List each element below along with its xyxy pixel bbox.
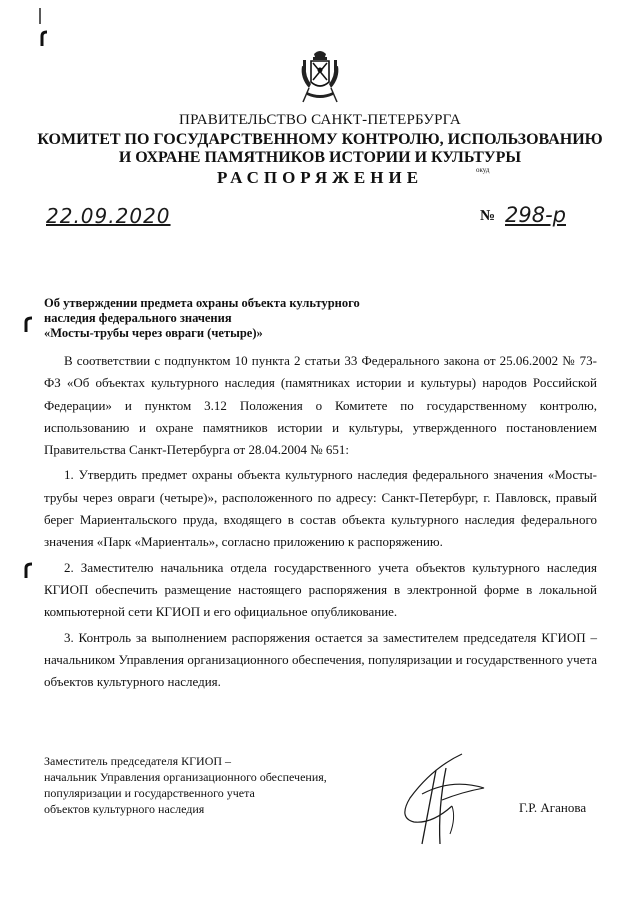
body-paragraph-item-2: 2. Заместителю начальника отдела государственного учета объектов культурного наследия КГИОП обеспечить размещение настоящего распоряжения в электронной форме в локальной компьютерной сети КГИОП и его официальное опубликование. — [44, 559, 597, 620]
subject-line1: Об утверждении предмета охраны объекта культурного — [44, 296, 360, 310]
government-name: ПРАВИТЕЛЬСТВО САНКТ-ПЕТЕРБУРГА — [179, 112, 461, 128]
signatory-name: Г.Р. Аганова — [519, 800, 587, 815]
binder-mark-middle — [22, 314, 38, 334]
document-type: РАСПОРЯЖЕНИЕ — [216, 168, 424, 187]
signatory-title-line2: начальник Управления организационного обеспечения, — [44, 770, 327, 784]
binder-mark-lower — [22, 560, 38, 580]
body-paragraph-item-3: 3. Контроль за выполнением распоряжения остается за заместителем председателя КГИОП – начальником Управления организационного обеспечения, популяризации и государственного учета объектов культурного наследия. — [44, 629, 597, 690]
binder-mark-top — [34, 6, 54, 50]
committee-name-line1: КОМИТЕТ ПО ГОСУДАРСТВЕННОМУ КОНТРОЛЮ, ИСПОЛЬЗОВАНИЮ — [37, 131, 603, 148]
okud-label: окуд — [476, 166, 490, 174]
number-label: № — [480, 208, 496, 224]
committee-name-line2: И ОХРАНЕ ПАМЯТНИКОВ ИСТОРИИ И КУЛЬТУРЫ — [118, 149, 522, 166]
document-body — [44, 350, 597, 696]
handwritten-signature — [392, 748, 502, 848]
subject-line2: наследия федерального значения — [44, 311, 232, 325]
body-paragraph-preamble: В соответствии с подпунктом 10 пункта 2 статьи 33 Федерального закона от 25.06.2002 № 73-ФЗ «Об объектах культурного наследия (памятниках истории и культуры) народов Российской Федерации» и пунктом 3.12 Положения о Комитете по государственному контролю, использованию и охране памятников истории и культуры, утвержденного постановлением Правительства Санкт-Петербурга от 28.04.2004 № 651: — [44, 353, 597, 458]
committee-name — [0, 131, 640, 167]
signatory-title-line4: объектов культурного наследия — [44, 802, 205, 816]
subject-line3: «Мосты-трубы через овраги (четыре)» — [44, 326, 263, 340]
document-number: 298-р — [505, 203, 566, 227]
signatory-title — [44, 753, 327, 817]
document-date: 22.09.2020 — [46, 204, 171, 228]
signatory-title-line3: популяризации и государственного учета — [44, 786, 255, 800]
body-paragraph-item-1: 1. Утвердить предмет охраны объекта культурного наследия федерального значения «Мосты-трубы через овраги (четыре)», расположенного по адресу: Санкт-Петербург, г. Павловск, правый берег Мариентальского пруда, входящего в состав объекта культурного наследия федерального значения «Парк «Мариенталь», согласно приложению к распоряжению. — [44, 467, 597, 550]
document-subject — [44, 296, 360, 341]
saint-petersburg-coat-of-arms-icon — [299, 48, 341, 104]
signatory-title-line1: Заместитель председателя КГИОП – — [44, 754, 232, 768]
